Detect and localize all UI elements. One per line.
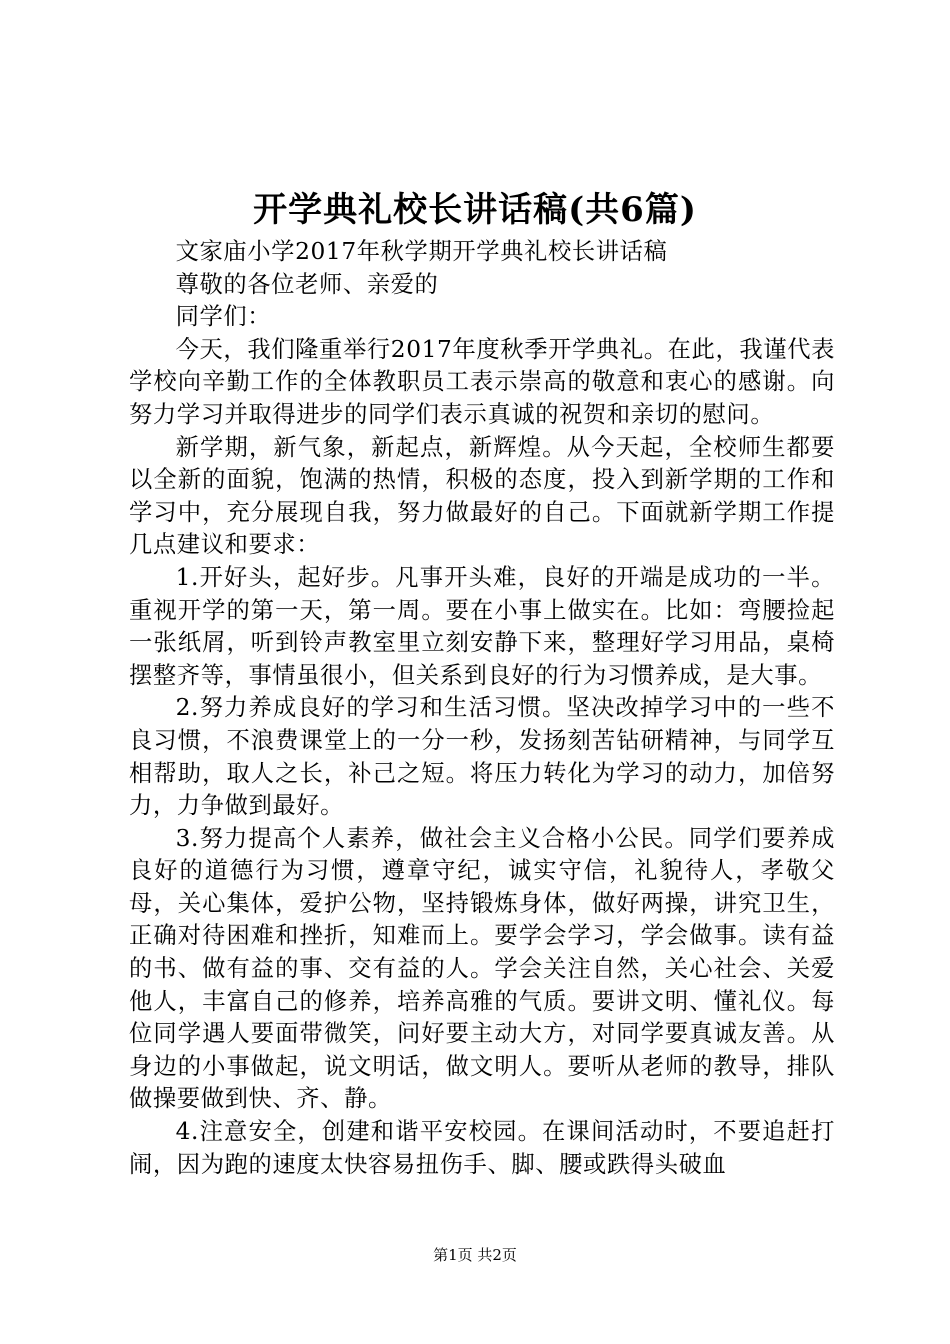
paragraph-opening: 今天，我们隆重举行2017年度秋季开学典礼。在此，我谨代表学校向辛勤工作的全体教职员工表示崇高的敬意和衷心的感谢。向努力学习并取得进步的同学们表示真诚的祝贺和亲切的慰问。: [129, 335, 835, 428]
paragraph-new-semester: 新学期，新气象，新起点，新辉煌。从今天起，全校师生都要以全新的面貌，饱满的热情，积极的态度，投入到新学期的工作和学习中，充分展现自我，努力做最好的自己。下面就新学期工作提几点建议和要求：: [129, 433, 835, 559]
document-body: [129, 236, 835, 1181]
paragraph-school-heading: 文家庙小学2017年秋学期开学典礼校长讲话稿: [175, 238, 668, 265]
paragraph-salutation: 尊敬的各位老师、亲爱的: [175, 270, 439, 298]
document-title: 开学典礼校长讲话稿(共6篇): [253, 190, 697, 230]
page-number: 第1页 共2页: [433, 1246, 517, 1264]
paragraph-salutation-continued: 同学们：: [175, 303, 272, 331]
paragraph-point-4: 4.注意安全，创建和谐平安校园。在课间活动时，不要追赶打闹，因为跑的速度太快容易扭伤手、脚、腰或跌得头破血: [129, 1118, 835, 1178]
paragraph-point-3: 3.努力提高个人素养，做社会主义合格小公民。同学们要养成良好的道德行为习惯，遵章守纪，诚实守信，礼貌待人，孝敬父母，关心集体，爱护公物，坚持锻炼身体，做好两操，讲究卫生，正确对待困难和挫折，知难而上。要学会学习，学会做事。读有益的书、做有益的事、交有益的人。学会关注自然，关心社会、关爱他人，丰富自己的修养，培养高雅的气质。要讲文明、懂礼仪。每位同学遇人要面带微笑，问好要主动大方，对同学要真诚友善。从身边的小事做起，说文明话，做文明人。要听从老师的教导，排队做操要做到快、齐、静。: [129, 824, 835, 1113]
paragraph-point-2: 2.努力养成良好的学习和生活习惯。坚决改掉学习中的一些不良习惯，不浪费课堂上的一分一秒，发扬刻苦钻研精神，与同学互相帮助，取人之长，补己之短。将压力转化为学习的动力，加倍努力，力争做到最好。: [129, 694, 835, 820]
paragraph-point-1: 1.开好头，起好步。凡事开头难，良好的开端是成功的一半。重视开学的第一天，第一周。要在小事上做实在。比如：弯腰捡起一张纸屑，听到铃声教室里立刻安静下来，整理好学习用品，桌椅摆整齐等，事情虽很小，但关系到良好的行为习惯养成，是大事。: [129, 563, 835, 689]
